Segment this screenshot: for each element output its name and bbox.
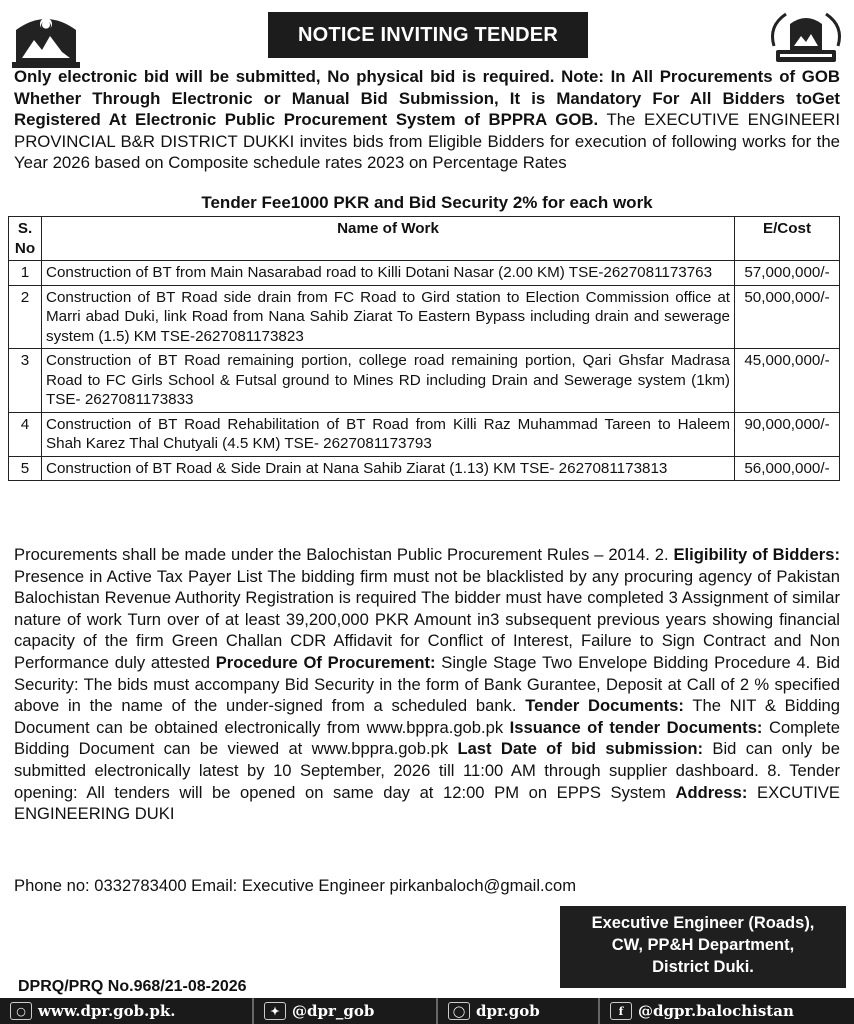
contact-line: Phone no: 0332783400 Email: Executive Engineer pirkanbaloch@gmail.com xyxy=(14,876,577,895)
footer-bar xyxy=(0,998,854,1024)
government-emblem-right xyxy=(764,6,848,70)
row-work: Construction of BT Road Rehabilitation of BT Road from Killi Raz Muhammad Tareen to Haleem Shah Karez Thal Chutyali (4.5 KM) TSE- 2627081173793 xyxy=(42,412,735,456)
conditions-paragraph xyxy=(14,544,840,825)
body-text-2: Presence in Active Tax Payer List The bidding firm must not be blacklisted by any procuring agency of Pakistan Balochistan Revenue Authority Registration is required The bidder must have completed 3 Assignment of similar nature of work Turn over of at least 39,200,000 PKR Amount in3 subsequent previous years showing financial capacity of the firm Green Challan CDR Affidavit for Conflict of Interest, Failure to Sign Contract and Non Performance duly attested xyxy=(14,566,840,672)
intro-bold-text: Only electronic bid will be submitted, No physical bid is required. Note: In All Procurements of GOB Whether Through Electronic or Manual Bid Submission, It is Mandatory For All Bidders toGet Registered At Electronic Public Procurement System of BPPRA GOB. xyxy=(14,67,840,129)
row-cost: 50,000,000/- xyxy=(735,285,840,349)
footer-website[interactable] xyxy=(0,998,254,1024)
header-sno: S. No xyxy=(9,217,42,261)
row-sno: 4 xyxy=(9,412,42,456)
body-text-6: Bid can only be submitted electronically latest by 10 September, 2026 till 11:00 AM through supplier dashboard. 8. Tender opening: All tenders will be opened on same day at 12:00 PM on EPPS System xyxy=(14,739,840,802)
row-cost: 57,000,000/- xyxy=(735,261,840,286)
table-row xyxy=(9,412,840,456)
row-sno: 2 xyxy=(9,285,42,349)
table-row xyxy=(9,285,840,349)
twitter-icon: ✦ xyxy=(264,1002,286,1020)
row-cost: 56,000,000/- xyxy=(735,456,840,481)
eligibility-heading: Eligibility of Bidders: xyxy=(673,545,840,564)
website-text: www.dpr.gob.pk. xyxy=(38,1002,176,1020)
row-work: Construction of BT from Main Nasarabad road to Killi Dotani Nasar (2.00 KM) TSE-2627081173763 xyxy=(42,261,735,286)
last-date-heading: Last Date of bid submission: xyxy=(457,739,704,759)
signature-line-2: CW, PP&H Department, xyxy=(611,936,795,954)
body-text-4: The NIT & Bidding Document can be obtained electronically from www.bppra.gob.pk xyxy=(14,696,840,737)
instagram-text: dpr.gob xyxy=(476,1002,540,1020)
row-work: Construction of BT Road side drain from FC Road to Gird station to Election Commission office at Marri abad Duki, link Road from Nana Sahib Ziarat To Eastern Bypass including drain and sewerage system (1.5) KM TSE-2627081173823 xyxy=(42,285,735,349)
body-text-3: Single Stage Two Envelope Bidding Procedure 4. Bid Security: The bids must accompany Bid Security in the form of Bank Gurantee, Deposit at Call of 2 % specified above in the name of the under-signed from a scheduled bank. xyxy=(14,652,840,716)
table-row xyxy=(9,261,840,286)
tender-documents-heading: Tender Documents: xyxy=(525,696,684,716)
body-text-5: Complete Bidding Document can be viewed at www.bppra.gob.pk xyxy=(14,717,840,759)
works-table xyxy=(8,216,840,481)
footer-instagram[interactable] xyxy=(438,998,600,1024)
row-cost: 45,000,000/- xyxy=(735,349,840,413)
table-row xyxy=(9,349,840,413)
intro-paragraph xyxy=(14,66,840,174)
dpr-reference: DPRQ/PRQ No.968/21-08-2026 xyxy=(18,978,247,995)
tender-fee-line: Tender Fee1000 PKR and Bid Security 2% for each work xyxy=(201,193,653,212)
row-sno: 3 xyxy=(9,349,42,413)
signature-line-3: District Duki. xyxy=(652,958,754,976)
procedure-heading: Procedure Of Procurement: xyxy=(215,652,436,672)
header-name-of-work: Name of Work xyxy=(42,217,735,261)
signature-line-1: Executive Engineer (Roads), xyxy=(591,914,815,932)
twitter-text: @dpr_gob xyxy=(292,1002,375,1020)
footer-facebook[interactable] xyxy=(600,998,804,1024)
intro-normal-text: The EXECUTIVE ENGINEERI PROVINCIAL B&R DISTRICT DUKKI invites bids from Eligible Bidders for execution of following works for the Year 2026 based on Composite schedule rates 2023 on Percentage Rates xyxy=(14,110,840,172)
government-emblem-left xyxy=(4,6,88,70)
table-header-row xyxy=(9,217,840,261)
facebook-icon: f xyxy=(610,1002,632,1020)
body-text-7: EXCUTIVE ENGINEERING DUKI xyxy=(14,782,840,824)
address-heading: Address: xyxy=(675,782,748,802)
row-cost: 90,000,000/- xyxy=(735,412,840,456)
signature-block xyxy=(560,906,846,988)
issuance-heading: Issuance of tender Documents: xyxy=(509,717,763,737)
row-work: Construction of BT Road & Side Drain at Nana Sahib Ziarat (1.13) KM TSE- 2627081173813 xyxy=(42,456,735,481)
facebook-text: @dgpr.balochistan xyxy=(638,1002,794,1020)
row-sno: 5 xyxy=(9,456,42,481)
table-row xyxy=(9,456,840,481)
instagram-icon: ◯ xyxy=(448,1002,470,1020)
row-sno: 1 xyxy=(9,261,42,286)
body-text-1: Procurements shall be made under the Balochistan Public Procurement Rules – 2014. 2. xyxy=(14,545,674,564)
footer-twitter[interactable] xyxy=(254,998,438,1024)
header-estimated-cost: E/Cost xyxy=(735,217,840,261)
globe-icon: ○ xyxy=(10,1002,32,1020)
notice-title: NOTICE INVITING TENDER xyxy=(268,12,588,58)
row-work: Construction of BT Road remaining portion, college road remaining portion, Qari Ghsfar Madrasa Road to FC Girls School & Futsal ground to Mines RD including Drain and Sewerage system (1km) TSE- 2627081173833 xyxy=(42,349,735,413)
